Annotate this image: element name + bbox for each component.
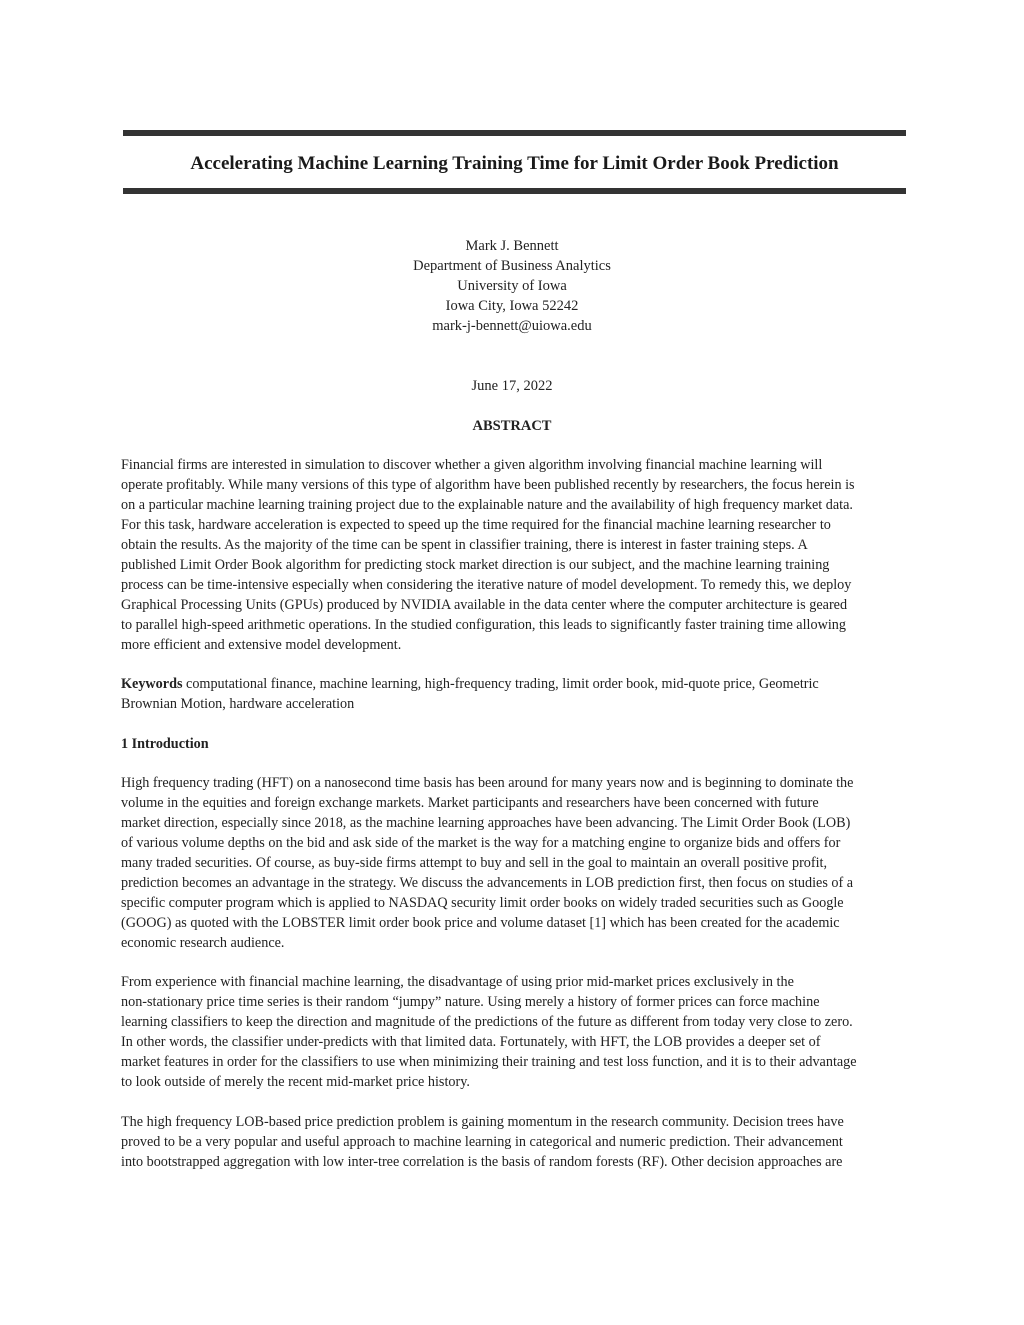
author-email: mark-j-bennett@uiowa.edu [432, 318, 592, 334]
keywords-line [121, 674, 905, 694]
intro-paragraph-3 [121, 1112, 905, 1172]
keywords-line: Brownian Motion, hardware acceleration [121, 696, 355, 712]
abstract-line: process can be time-intensive especially when considering the iterative nature of model development. To remedy this, we deploy [121, 577, 852, 593]
paragraph-line: learning classifiers to keep the direction and magnitude of the predictions of the future as different from today very close to zero. [121, 1014, 853, 1030]
author-university: University of Iowa [457, 278, 567, 294]
abstract-line: Graphical Processing Units (GPUs) produced by NVIDIA available in the data center where the computer architecture is geared [121, 597, 848, 613]
paragraph-line: The high frequency LOB-based price prediction problem is gaining momentum in the research community. Decision trees have [121, 1114, 844, 1130]
paragraph-line: economic research audience. [121, 935, 285, 951]
abstract-line: obtain the results. As the majority of the time can be spent in classifier training, there is interest in faster training steps. A [121, 537, 808, 553]
paragraph-line: specific computer program which is applied to NASDAQ security limit order books on widely traded securities such as Google [121, 895, 844, 911]
author-department: Department of Business Analytics [413, 258, 611, 274]
abstract-line: more efficient and extensive model development. [121, 637, 402, 653]
paragraph-line: many traded securities. Of course, as buy-side firms attempt to buy and sell in the goal to maintain an overall positive profit, [121, 855, 828, 871]
paper-title: Accelerating Machine Learning Training Time for Limit Order Book Prediction [190, 153, 839, 174]
abstract-line: Financial firms are interested in simulation to discover whether a given algorithm involving financial machine learning will [121, 457, 823, 473]
abstract-line: For this task, hardware acceleration is expected to speed up the time required for the financial machine learning researcher to [121, 517, 831, 533]
paragraph-line: volume in the equities and foreign exchange markets. Market participants and researchers have been concerned with future [121, 795, 819, 811]
paragraph-line: In other words, the classifier under-predicts with that limited data. Fortunately, with HFT, the LOB provides a deeper set of [121, 1034, 821, 1050]
paragraph-line: non-stationary price time series is their random “jumpy” nature. Using merely a history of former prices can force machine [121, 994, 820, 1010]
intro-paragraph-2 [121, 972, 905, 1092]
paragraph-line: proved to be a very popular and useful approach to machine learning in categorical and numeric prediction. Their advancement [121, 1134, 843, 1150]
section-heading-introduction: 1 Introduction [121, 736, 209, 752]
abstract-line: on a particular machine learning training project due to the explainable nature and the availability of high frequency market data. [121, 497, 853, 513]
paragraph-line: into bootstrapped aggregation with low inter-tree correlation is the basis of random forests (RF). Other decision approaches are [121, 1154, 843, 1170]
author-location: Iowa City, Iowa 52242 [445, 298, 579, 314]
author-block [300, 236, 724, 336]
keywords [121, 674, 905, 714]
abstract-heading: ABSTRACT [472, 418, 552, 434]
keywords-text: computational finance, machine learning, high-frequency trading, limit order book, mid-quote price, Geometric [182, 676, 819, 692]
title-rule-top [123, 130, 906, 136]
author-name: Mark J. Bennett [465, 238, 559, 254]
intro-paragraph-1 [121, 773, 905, 953]
paragraph-line: to look outside of merely the recent mid-market price history. [121, 1074, 470, 1090]
paper-date: June 17, 2022 [471, 378, 553, 394]
paragraph-line: market features in order for the classifiers to use when minimizing their training and test loss function, and it is to their advantage [121, 1054, 857, 1070]
abstract-line: published Limit Order Book algorithm for predicting stock market direction is our subject, and the machine learning training [121, 557, 830, 573]
paragraph-line: of various volume depths on the bid and ask side of the market is the way for a matching engine to organize bids and offers for [121, 835, 841, 851]
paragraph-line: High frequency trading (HFT) on a nanosecond time basis has been around for many years now and is beginning to dominate the [121, 775, 854, 791]
paragraph-line: From experience with financial machine learning, the disadvantage of using prior mid-market prices exclusively in the [121, 974, 794, 990]
title-rule-bottom [123, 188, 906, 194]
abstract-line: to parallel high-speed arithmetic operations. In the studied configuration, this leads to significantly faster training time allowing [121, 617, 846, 633]
keywords-label: Keywords [121, 676, 183, 692]
paragraph-line: prediction becomes an advantage in the strategy. We discuss the advancements in LOB prediction first, then focus on studies of a [121, 875, 854, 891]
abstract-line: operate profitably. While many versions of this type of algorithm have been published recently by researchers, the focus herein is [121, 477, 855, 493]
paragraph-line: market direction, especially since 2018, as the machine learning approaches have been advancing. The Limit Order Book (LOB) [121, 815, 851, 831]
abstract-text [121, 455, 905, 655]
paragraph-line: (GOOG) as quoted with the LOBSTER limit order book price and volume dataset [1] which has been created for the academic [121, 915, 840, 931]
